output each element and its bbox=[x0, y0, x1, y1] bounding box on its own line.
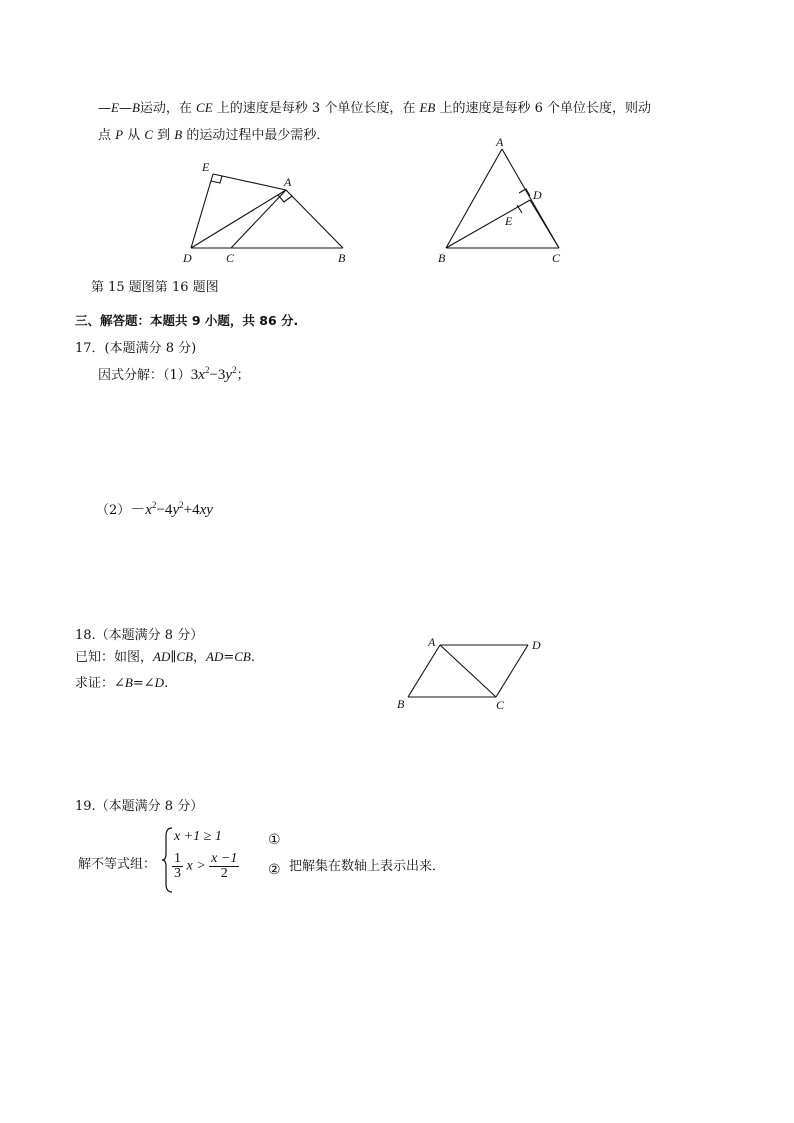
label-C: C bbox=[226, 251, 235, 265]
q17-part2: $(2)-x^2-4y^2+4xy$ bbox=[96, 500, 213, 518]
q17-part1: 因式分解：$(1)3x^2-3y^2$； bbox=[98, 365, 250, 383]
q17-part2-expression: $-x^2-4y^2+4xy$ bbox=[130, 500, 213, 518]
fraction-x-minus-1-over-2: $\frac{x -1}{2}$ bbox=[211, 851, 238, 881]
label-B: B bbox=[438, 251, 446, 265]
label-E: E bbox=[202, 160, 210, 174]
figure-16 bbox=[430, 130, 580, 270]
q19-header: 19.（本题满分 8 分） bbox=[75, 799, 204, 814]
section-heading: 三、解答题：本题共 9 小题，共 86 分. bbox=[75, 313, 299, 328]
segment-AB bbox=[408, 645, 440, 697]
q17-part1-expression: $3x^2-3y^2$ bbox=[190, 365, 237, 383]
q18-given: 已知：如图，AD∥CB，AD=CB. bbox=[75, 649, 256, 665]
segment-BD bbox=[446, 200, 530, 248]
fraction-one-third: $\frac{1}{3}$ bbox=[174, 851, 181, 881]
mark-circled-2: ② bbox=[268, 862, 281, 878]
segment-AC bbox=[440, 645, 496, 697]
label-C: C bbox=[552, 251, 561, 265]
label-A: A bbox=[428, 635, 436, 649]
mark-circled-1: ① bbox=[268, 832, 281, 848]
q17-header: 17．(本题满分 8 分) bbox=[75, 341, 197, 356]
q18-prove: 求证：∠B=∠D. bbox=[75, 675, 169, 691]
label-D: D bbox=[533, 188, 542, 202]
label-A: A bbox=[284, 175, 292, 189]
label-B: B bbox=[397, 697, 405, 711]
q16-line-2: 点 P 从 C 到 B 的运动过程中最少需秒． bbox=[98, 127, 330, 143]
label-B: B bbox=[338, 251, 346, 265]
q18-header: 18.（本题满分 8 分） bbox=[75, 628, 204, 643]
segment-DC bbox=[530, 200, 559, 248]
q19-label: 解不等式组： bbox=[78, 857, 157, 872]
segment-AB bbox=[446, 149, 502, 248]
segment-DC bbox=[496, 645, 528, 697]
segment-AB bbox=[286, 190, 343, 248]
label-D: D bbox=[532, 638, 541, 652]
label-A: A bbox=[496, 135, 504, 149]
label-E: E bbox=[505, 214, 513, 228]
label-C: C bbox=[496, 698, 505, 712]
q16-line-1: —E—B运动，在 CE 上的速度是每秒 3 个单位长度，在 EB 上的速度是每秒 6 个单位长度，则动 bbox=[98, 100, 652, 116]
inequality-2: $\frac{1}{3}$ x > $\frac{x -1}{2}$ bbox=[174, 851, 238, 881]
figure-18 bbox=[390, 630, 550, 720]
inequality-1: x +1 ≥ 1 bbox=[174, 829, 222, 844]
figure-caption: 第 15 题图第 16 题图 bbox=[91, 280, 219, 295]
figure-15 bbox=[170, 150, 370, 270]
segment-EA bbox=[213, 174, 286, 190]
label-D: D bbox=[183, 251, 192, 265]
q19-tail: 把解集在数轴上表示出来． bbox=[289, 859, 446, 874]
